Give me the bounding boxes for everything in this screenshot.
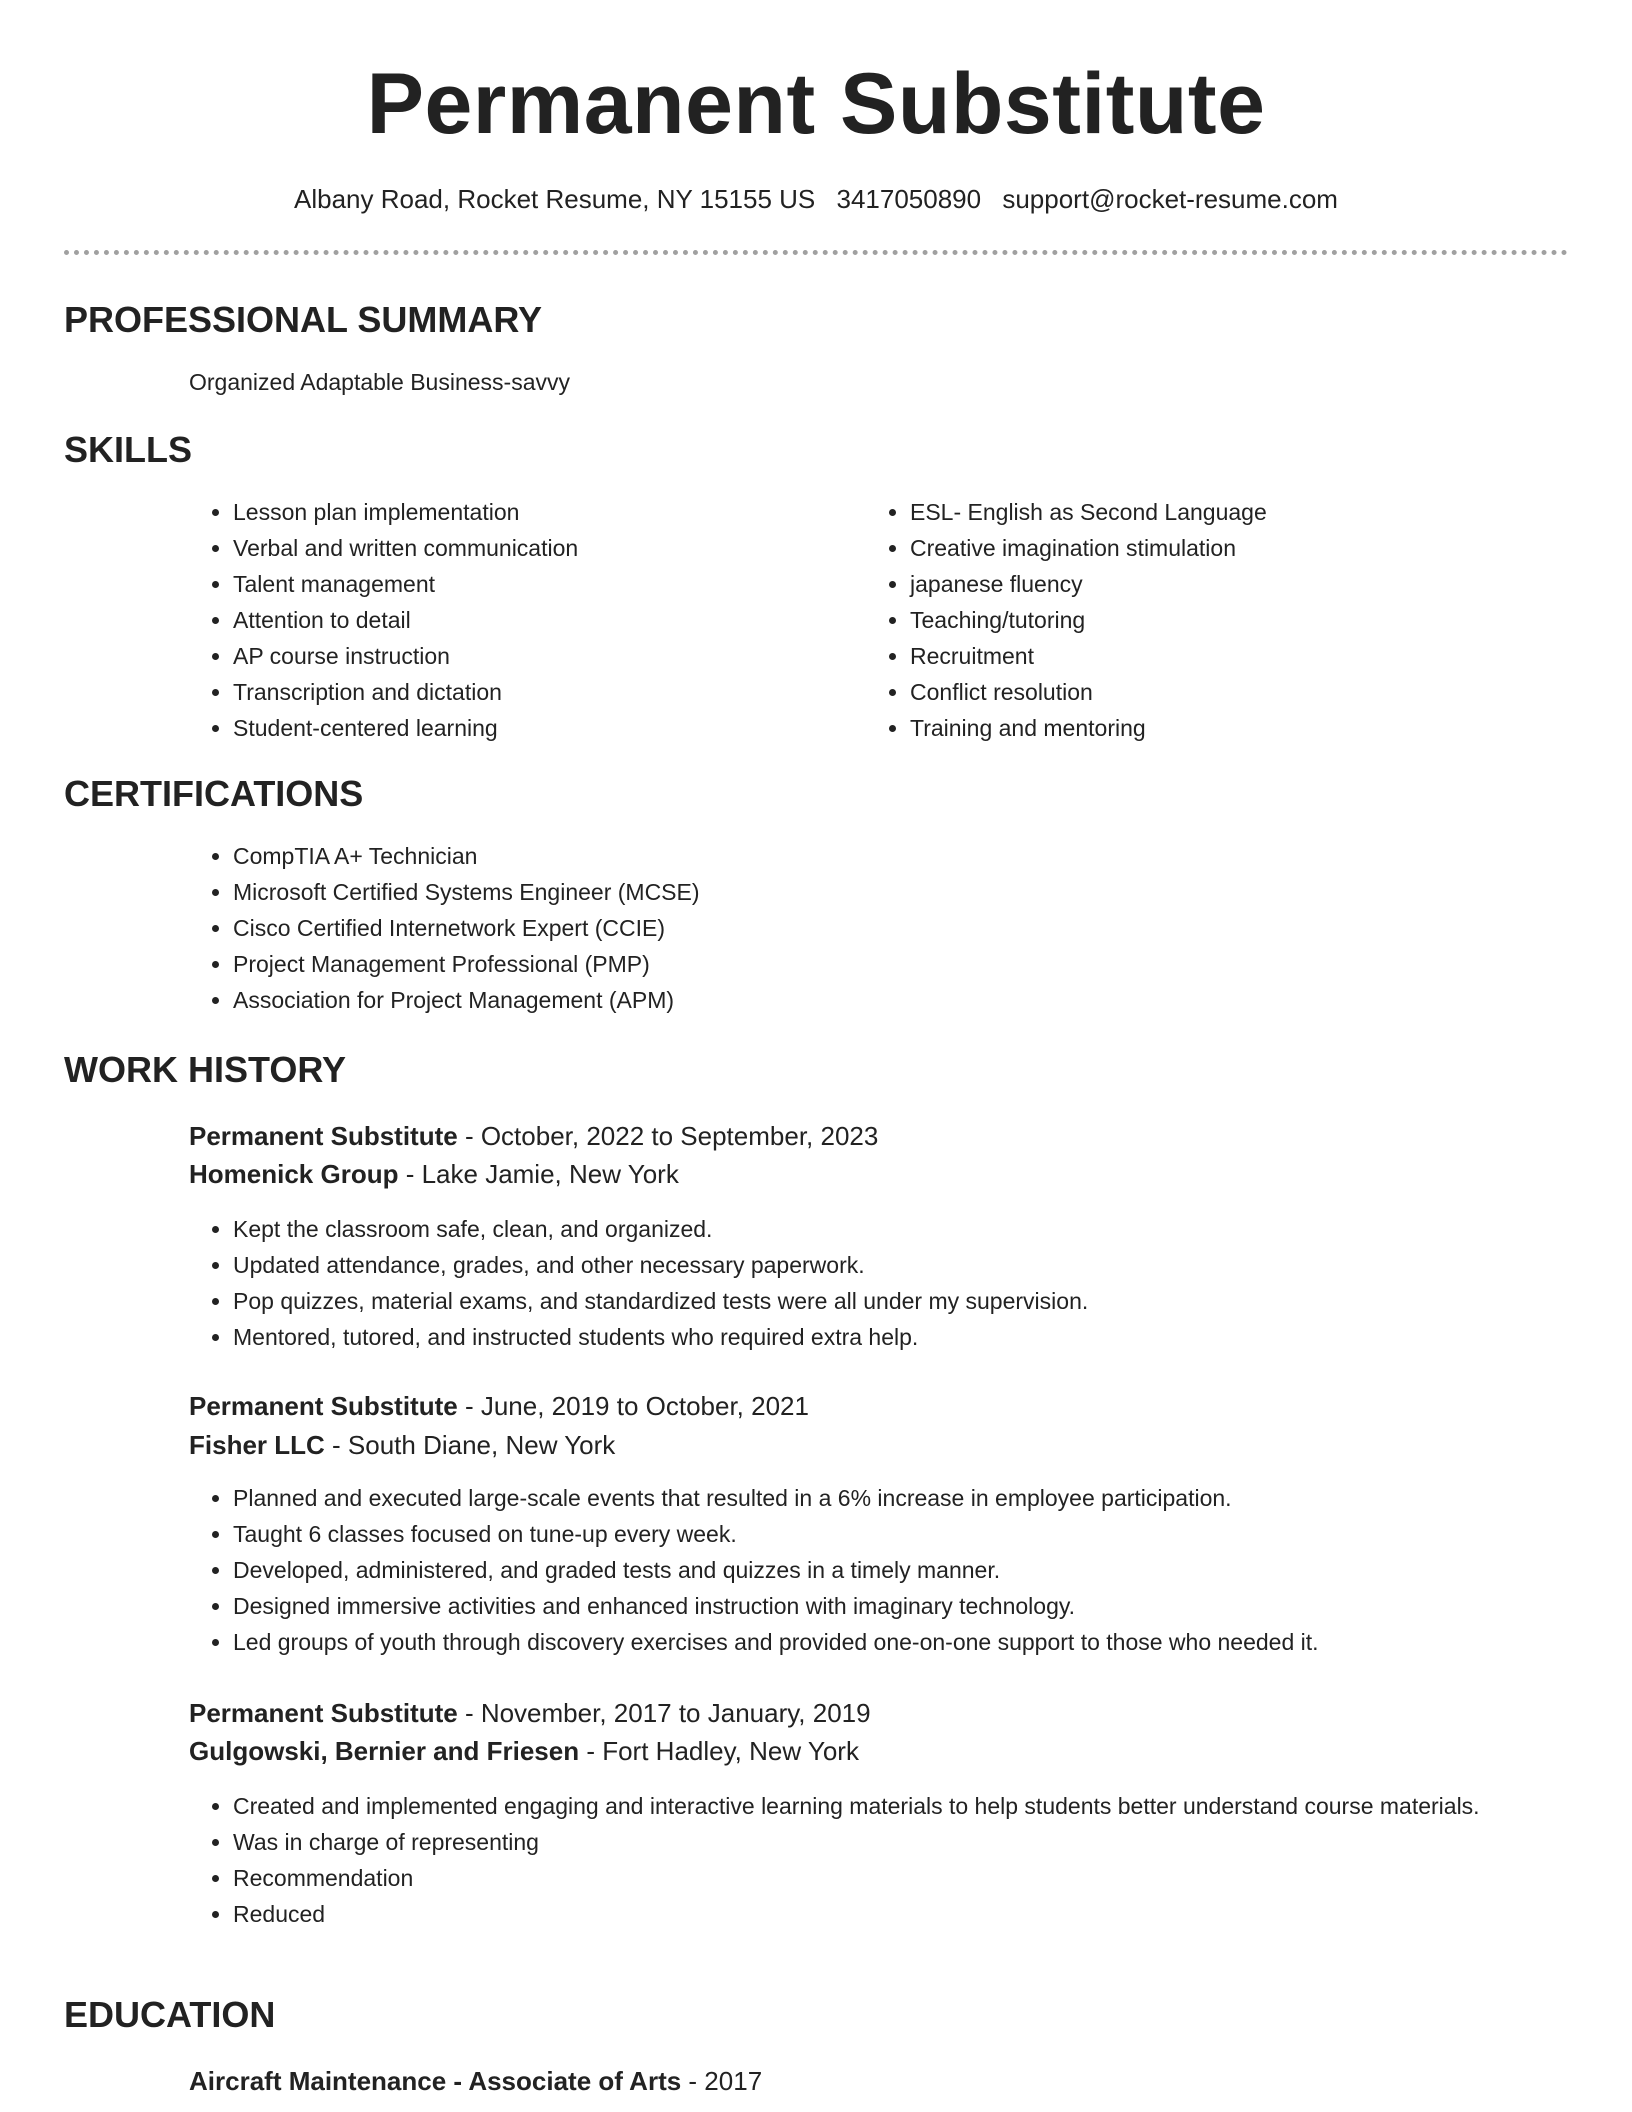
certifications-list xyxy=(189,838,1433,1018)
job-role: Permanent Substitute xyxy=(189,1391,458,1421)
education-degree: Aircraft Maintenance - Associate of Arts xyxy=(189,2066,682,2096)
job-dates: - November, 2017 to January, 2019 xyxy=(457,1698,871,1728)
list-item: • Recommendation xyxy=(233,1860,1553,1896)
list-item: • ESL- English as Second Language xyxy=(910,494,1550,530)
section-title-work-history: WORK HISTORY xyxy=(64,1049,347,1090)
list-item: • Mentored, tutored, and instructed students who required extra help. xyxy=(233,1319,1553,1355)
list-item: • Taught 6 classes focused on tune-up every week. xyxy=(233,1516,1553,1552)
header-divider xyxy=(64,250,1568,255)
list-item: • Updated attendance, grades, and other necessary paperwork. xyxy=(233,1247,1553,1283)
job-bullets xyxy=(189,1480,1553,1660)
job-company: Fisher LLC xyxy=(189,1430,325,1460)
section-title-summary: PROFESSIONAL SUMMARY xyxy=(64,299,543,340)
resume-name: Permanent Substitute xyxy=(366,56,1266,152)
list-item: • Microsoft Certified Systems Engineer (MCSE) xyxy=(233,874,1433,910)
skills-list-right xyxy=(866,494,1550,746)
list-item: • Led groups of youth through discovery exercises and provided one-on-one support to those who needed it. xyxy=(233,1624,1553,1660)
job-location: - South Diane, New York xyxy=(324,1430,616,1460)
job-role: Permanent Substitute xyxy=(189,1121,458,1151)
list-item: • Association for Project Management (APM) xyxy=(233,982,1433,1018)
list-item: • Training and mentoring xyxy=(910,710,1550,746)
job-dates: - June, 2019 to October, 2021 xyxy=(457,1391,809,1421)
section-title-certifications: CERTIFICATIONS xyxy=(64,773,364,814)
contact-phone: 3417050890 xyxy=(836,184,982,214)
list-item: • AP course instruction xyxy=(233,638,833,674)
list-item: • CompTIA A+ Technician xyxy=(233,838,1433,874)
list-item: • Lesson plan implementation xyxy=(233,494,833,530)
job-title-line xyxy=(189,1695,871,1731)
job-company-line xyxy=(189,1427,615,1463)
list-item: • Kept the classroom safe, clean, and organized. xyxy=(233,1211,1553,1247)
job-location: - Fort Hadley, New York xyxy=(579,1736,859,1766)
job-title-line xyxy=(189,1118,878,1154)
education-line xyxy=(189,2063,762,2099)
list-item: • Teaching/tutoring xyxy=(910,602,1550,638)
list-item: • Pop quizzes, material exams, and standardized tests were all under my supervision. xyxy=(233,1283,1553,1319)
list-item: • Creative imagination stimulation xyxy=(910,530,1550,566)
list-item: • Student-centered learning xyxy=(233,710,833,746)
job-company: Gulgowski, Bernier and Friesen xyxy=(189,1736,580,1766)
job-role: Permanent Substitute xyxy=(189,1698,458,1728)
list-item: • Developed, administered, and graded tests and quizzes in a timely manner. xyxy=(233,1552,1553,1588)
job-bullets xyxy=(189,1211,1553,1355)
list-item: • Recruitment xyxy=(910,638,1550,674)
job-company-line xyxy=(189,1156,679,1192)
section-title-education: EDUCATION xyxy=(64,1994,276,2035)
education-year: - 2017 xyxy=(681,2066,763,2096)
job-location: - Lake Jamie, New York xyxy=(398,1159,679,1189)
list-item: • Created and implemented engaging and interactive learning materials to help students better understand course materials. xyxy=(233,1788,1553,1824)
list-item: • Planned and executed large-scale events that resulted in a 6% increase in employee participation. xyxy=(233,1480,1553,1516)
skills-list-left xyxy=(189,494,833,746)
job-dates: - October, 2022 to September, 2023 xyxy=(457,1121,879,1151)
summary-text: Organized Adaptable Business-savvy xyxy=(189,369,570,395)
contact-info xyxy=(0,182,1632,216)
list-item: • Transcription and dictation xyxy=(233,674,833,710)
list-item: • Project Management Professional (PMP) xyxy=(233,946,1433,982)
job-company: Homenick Group xyxy=(189,1159,399,1189)
list-item: • Talent management xyxy=(233,566,833,602)
section-title-skills: SKILLS xyxy=(64,429,193,470)
list-item: • Attention to detail xyxy=(233,602,833,638)
list-item: • Reduced xyxy=(233,1896,1553,1932)
job-bullets xyxy=(189,1788,1553,1932)
list-item: • Verbal and written communication xyxy=(233,530,833,566)
list-item: • Designed immersive activities and enhanced instruction with imaginary technology. xyxy=(233,1588,1553,1624)
list-item: • Was in charge of representing xyxy=(233,1824,1553,1860)
contact-email[interactable]: support@rocket-resume.com xyxy=(1002,184,1338,214)
list-item: • Conflict resolution xyxy=(910,674,1550,710)
job-company-line xyxy=(189,1733,859,1769)
list-item: • Cisco Certified Internetwork Expert (CCIE) xyxy=(233,910,1433,946)
job-title-line xyxy=(189,1388,809,1424)
contact-address: Albany Road, Rocket Resume, NY 15155 US xyxy=(294,184,816,214)
list-item: • japanese fluency xyxy=(910,566,1550,602)
